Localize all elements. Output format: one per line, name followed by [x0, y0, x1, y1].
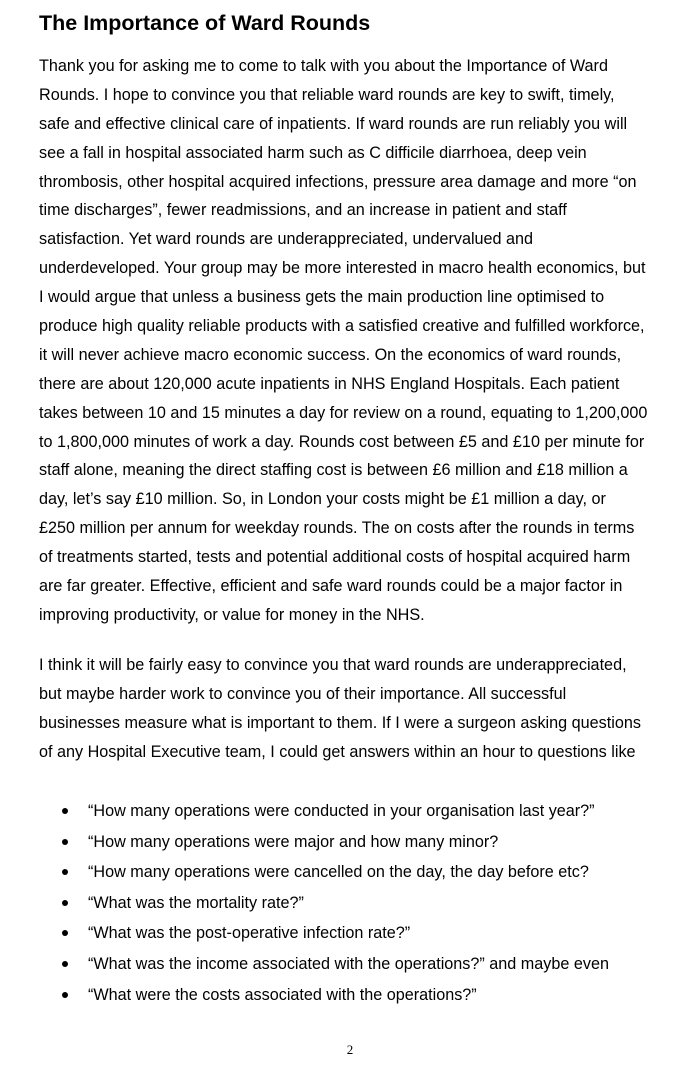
document-title: The Importance of Ward Rounds: [39, 11, 371, 35]
paragraph-line: are far greater. Effective, efficient and safe ward rounds could be a major factor in: [39, 577, 623, 596]
bullet-text: “How many operations were major and how many minor?: [88, 832, 499, 851]
bullet-icon: [62, 869, 68, 875]
bullet-icon: [62, 900, 68, 906]
paragraph-line: time discharges”, fewer readmissions, and an increase in patient and staff: [39, 201, 567, 220]
paragraph-line: I think it will be fairly easy to convince you that ward rounds are underappreciated,: [39, 656, 627, 674]
bullet-icon: [62, 930, 68, 936]
bullet-text: “How many operations were conducted in your organisation last year?”: [88, 802, 595, 820]
paragraph-line: of treatments started, tests and potential additional costs of hospital acquired harm: [39, 548, 631, 567]
paragraph-line: staff alone, meaning the direct staffing cost is between £6 million and £18 million a: [39, 461, 628, 480]
bullet-text: “What were the costs associated with the operations?”: [88, 985, 477, 1004]
list-item: [0, 980, 691, 1011]
paragraph-line: thrombosis, other hospital acquired infections, pressure area damage and more “on: [39, 172, 637, 191]
paragraph-line: I would argue that unless a business gets the main production line optimised to: [39, 288, 605, 307]
paragraph-line: businesses measure what is important to them. If I were a surgeon asking questions: [39, 713, 641, 732]
paragraph-line: it will never achieve macro economic success. On the economics of ward rounds,: [39, 345, 622, 364]
paragraph-2: [39, 651, 679, 767]
paragraph-line: there are about 120,000 acute inpatients in NHS England Hospitals. Each patient: [39, 374, 620, 393]
paragraph-line: satisfaction. Yet ward rounds are underappreciated, undervalued and: [39, 230, 534, 249]
list-item: [0, 857, 691, 888]
bullet-text: “What was the post-operative infection rate?”: [88, 924, 411, 943]
paragraph-1: [39, 52, 679, 630]
list-item: [0, 888, 691, 919]
bullet-text: “What was the income associated with the operations?” and maybe even: [88, 954, 609, 973]
paragraph-line: safe and effective clinical care of inpatients. If ward rounds are run reliably you will: [39, 114, 628, 133]
paragraph-line: Thank you for asking me to come to talk with you about the Importance of Ward: [39, 57, 608, 75]
bullet-text: “What was the mortality rate?”: [88, 893, 304, 912]
paragraph-line: but maybe harder work to convince you of their importance. All successful: [39, 684, 567, 703]
page-number: 2: [346, 1042, 354, 1057]
paragraph-line: improving productivity, or value for money in the NHS.: [39, 605, 425, 624]
paragraph-line: see a fall in hospital associated harm such as C difficile diarrhoea, deep vein: [39, 143, 587, 162]
list-item: [0, 796, 691, 827]
paragraph-line: to 1,800,000 minutes of work a day. Rounds cost between £5 and £10 per minute for: [39, 432, 645, 451]
list-item: [0, 949, 691, 980]
paragraph-line: takes between 10 and 15 minutes a day for review on a round, equating to 1,200,000: [39, 403, 648, 422]
paragraph-line: underdeveloped. Your group may be more interested in macro health economics, but: [39, 259, 646, 278]
paragraph-line: produce high quality reliable products with a satisfied creative and fulfilled workforce,: [39, 317, 645, 336]
paragraph-line: £250 million per annum for weekday rounds. The on costs after the rounds in terms: [39, 519, 635, 538]
paragraph-line: Rounds. I hope to convince you that reliable ward rounds are key to swift, timely,: [39, 85, 615, 104]
bullet-icon: [62, 961, 68, 967]
list-item: [0, 827, 691, 858]
list-item: [0, 918, 691, 949]
bullet-icon: [62, 839, 68, 845]
question-bullet-list: [0, 796, 691, 1010]
paragraph-line: of any Hospital Executive team, I could get answers within an hour to questions like: [39, 742, 636, 761]
bullet-icon: [62, 992, 68, 998]
bullet-text: “How many operations were cancelled on the day, the day before etc?: [88, 863, 589, 882]
bullet-icon: [62, 808, 68, 814]
paragraph-line: day, let’s say £10 million. So, in London your costs might be £1 million a day, or: [39, 490, 606, 509]
